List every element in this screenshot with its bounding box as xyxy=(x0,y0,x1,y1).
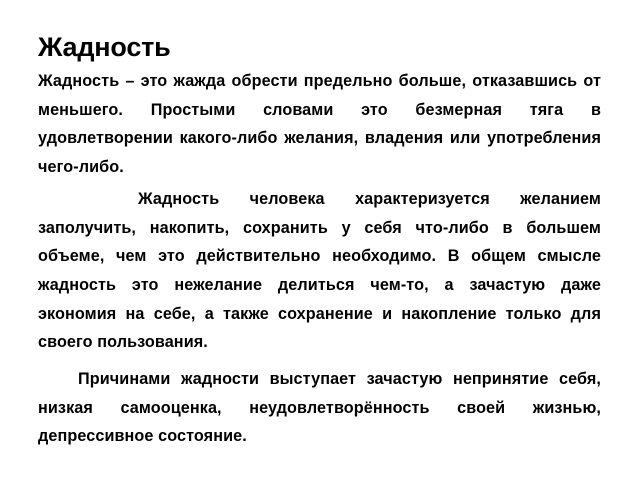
document-slide xyxy=(38,30,601,451)
paragraph-characteristics: Жадность человека характеризуется желанием заполучить, накопить, сохранить у себя что-либо в большем объеме, чем это действительно необходимо. В общем смысле жадность это нежелание делиться чем-то, а зачастую даже экономия на себе, а также сохранение и накопление только для своего пользования. xyxy=(38,189,601,352)
paragraph-definition: Жадность – это жажда обрести предельно больше, отказавшись от меньшего. Простыми словами это безмерная тяга в удовлетворении какого-либо желания, владения или употребления чего-либо. xyxy=(38,72,601,177)
document-title: Жадность xyxy=(38,32,171,62)
paragraph-causes: Причинами жадности выступает зачастую непринятие себя, низкая самооценка, неудовлетворённость своей жизнью, депрессивное состояние. xyxy=(38,370,601,446)
